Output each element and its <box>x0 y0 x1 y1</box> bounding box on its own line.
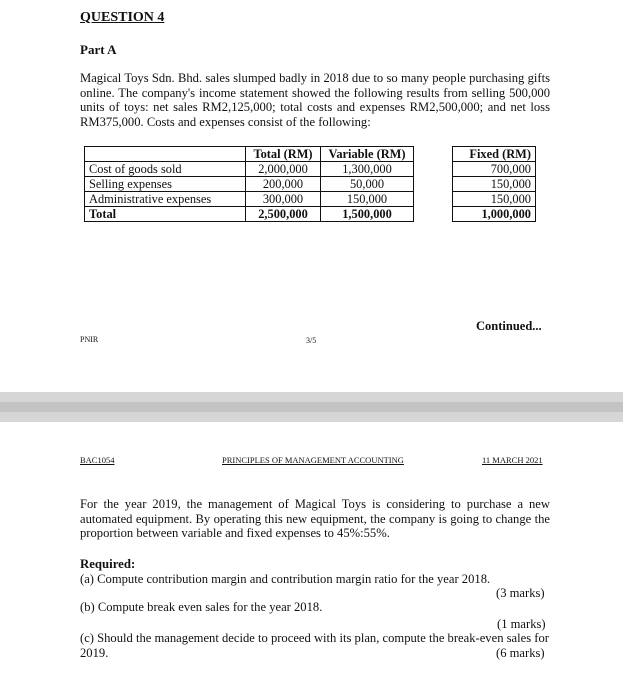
page-number: 3/5 <box>306 336 317 345</box>
page-gap <box>0 392 623 422</box>
table-cell: Selling expenses <box>85 177 246 192</box>
part-a-label: Part A <box>80 42 117 57</box>
table-spacer <box>414 207 453 222</box>
table-cell: 50,000 <box>321 177 414 192</box>
question-a: (a) Compute contribution margin and contribution margin ratio for the year 2018. <box>80 572 491 586</box>
table-spacer <box>414 192 453 207</box>
page-gap-band <box>0 402 623 412</box>
question-b: (b) Compute break even sales for the year 2018. <box>80 600 323 614</box>
question-c: (c) Should the management decide to proceed with its plan, compute the break-even sales for 2019. <box>80 631 549 660</box>
table-cell: Total <box>85 207 246 222</box>
table-row <box>85 192 536 207</box>
footer-initials: PNIR <box>80 335 99 344</box>
table-row <box>85 177 536 192</box>
course-name: PRINCIPLES OF MANAGEMENT ACCOUNTING <box>222 455 404 465</box>
scenario-paragraph: For the year 2019, the management of Magical Toys is considering to purchase a new automated equipment. By operating this new equipment, the company is going to change the proportion between variable and fixed expenses to 45%:55%. <box>80 497 550 540</box>
table-spacer <box>414 177 453 192</box>
exam-date: 11 MARCH 2021 <box>482 455 543 465</box>
marks-c: (6 marks) <box>496 646 545 660</box>
table-header-cell: Total (RM) <box>246 147 321 162</box>
table-cell: Cost of goods sold <box>85 162 246 177</box>
table-row <box>85 162 536 177</box>
table-cell: 150,000 <box>321 192 414 207</box>
table-cell: 2,000,000 <box>246 162 321 177</box>
table-total-row <box>85 207 536 222</box>
table-cell: Administrative expenses <box>85 192 246 207</box>
intro-paragraph: Magical Toys Sdn. Bhd. sales slumped badly in 2018 due to so many people purchasing gifts online. The company's income statement showed the following results from selling 500,000 units of toys: net sales RM2,125,000; total costs and expenses RM2,500,000; and net loss RM375,000. Costs and expenses consist of the following: <box>80 71 550 129</box>
question-title: QUESTION 4 <box>80 10 165 25</box>
table-spacer <box>414 162 453 177</box>
marks-a: (3 marks) <box>496 586 545 600</box>
table-cell: 700,000 <box>453 162 536 177</box>
continued-label: Continued... <box>476 319 542 333</box>
table-cell: 2,500,000 <box>246 207 321 222</box>
table-header-cell <box>85 147 246 162</box>
table-spacer <box>414 147 453 162</box>
required-label: Required: <box>80 557 136 571</box>
table-header-cell: Variable (RM) <box>321 147 414 162</box>
marks-b: (1 marks) <box>497 617 546 631</box>
table-cell: 1,000,000 <box>453 207 536 222</box>
table-cell: 300,000 <box>246 192 321 207</box>
table-cell: 1,500,000 <box>321 207 414 222</box>
table-cell: 150,000 <box>453 177 536 192</box>
table-cell: 150,000 <box>453 192 536 207</box>
table-cell: 1,300,000 <box>321 162 414 177</box>
cost-table <box>84 146 536 222</box>
table-cell: 200,000 <box>246 177 321 192</box>
course-code: BAC1054 <box>80 455 115 465</box>
table-header-cell: Fixed (RM) <box>453 147 536 162</box>
table-header-row <box>85 147 536 162</box>
